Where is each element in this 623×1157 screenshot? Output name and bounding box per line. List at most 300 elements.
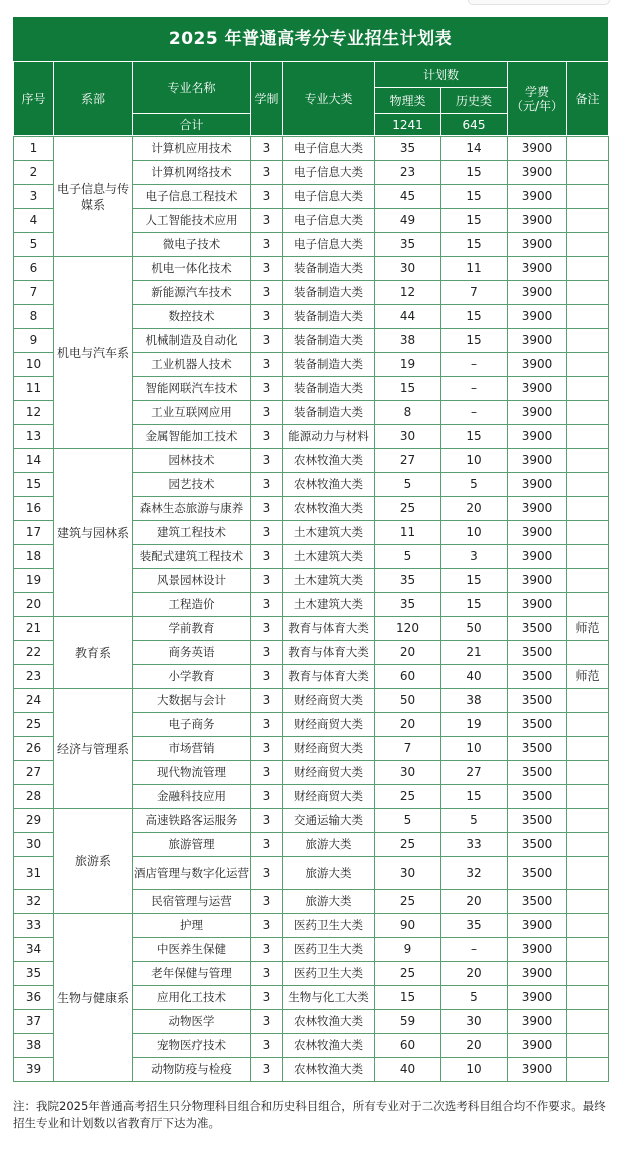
cell-history: 30 (441, 1010, 508, 1034)
cell-duration: 3 (251, 401, 283, 425)
cell-history: 5 (441, 473, 508, 497)
page-title: 2025 年普通高考分专业招生计划表 (13, 17, 608, 61)
cell-duration: 3 (251, 521, 283, 545)
cell-duration: 3 (251, 833, 283, 857)
cell-fee: 3900 (508, 521, 567, 545)
cell-major: 计算机应用技术 (133, 137, 251, 161)
cell-history: 15 (441, 569, 508, 593)
cell-major: 机械制造及自动化 (133, 329, 251, 353)
cell-remark (567, 1058, 609, 1082)
cell-remark (567, 137, 609, 161)
cell-remark (567, 209, 609, 233)
cell-seq: 8 (14, 305, 54, 329)
cell-remark (567, 761, 609, 785)
header-plan: 计划数 (375, 62, 508, 88)
cell-history: 27 (441, 761, 508, 785)
cell-physics: 35 (375, 137, 441, 161)
cell-remark (567, 689, 609, 713)
header-total-label: 合计 (133, 114, 251, 136)
cell-major: 小学教育 (133, 665, 251, 689)
cell-fee: 3900 (508, 986, 567, 1010)
cell-category: 教育与体育大类 (283, 665, 375, 689)
cell-remark (567, 938, 609, 962)
cell-fee: 3900 (508, 209, 567, 233)
cell-fee: 3500 (508, 689, 567, 713)
cell-remark (567, 713, 609, 737)
cell-category: 旅游大类 (283, 857, 375, 890)
cell-fee: 3500 (508, 665, 567, 689)
cell-duration: 3 (251, 914, 283, 938)
cell-seq: 9 (14, 329, 54, 353)
cell-remark (567, 1010, 609, 1034)
plan-table-container (13, 17, 608, 1082)
cell-remark (567, 449, 609, 473)
header-duration: 学制 (251, 62, 283, 136)
cell-fee: 3900 (508, 377, 567, 401)
cell-fee: 3900 (508, 569, 567, 593)
cell-fee: 3500 (508, 761, 567, 785)
cell-duration: 3 (251, 185, 283, 209)
header-seq: 序号 (14, 62, 54, 136)
cell-history: 20 (441, 962, 508, 986)
header-history-total: 645 (441, 114, 508, 136)
header-fee (508, 62, 567, 136)
cell-history: 3 (441, 545, 508, 569)
cell-duration: 3 (251, 1034, 283, 1058)
cell-seq: 12 (14, 401, 54, 425)
cell-fee: 3900 (508, 545, 567, 569)
cell-duration: 3 (251, 1058, 283, 1082)
cell-remark (567, 1034, 609, 1058)
cell-duration: 3 (251, 257, 283, 281)
cell-duration: 3 (251, 161, 283, 185)
cell-remark (567, 785, 609, 809)
cell-seq: 37 (14, 1010, 54, 1034)
cell-remark (567, 161, 609, 185)
cell-duration: 3 (251, 545, 283, 569)
cell-physics: 40 (375, 1058, 441, 1082)
cell-category: 装备制造大类 (283, 281, 375, 305)
cell-category: 农林牧渔大类 (283, 473, 375, 497)
cell-fee: 3900 (508, 185, 567, 209)
cell-remark (567, 233, 609, 257)
cell-category: 装备制造大类 (283, 401, 375, 425)
cell-category: 财经商贸大类 (283, 761, 375, 785)
cell-physics: 44 (375, 305, 441, 329)
cell-major: 民宿管理与运营 (133, 890, 251, 914)
cell-history: 15 (441, 425, 508, 449)
cell-history: 15 (441, 233, 508, 257)
cell-fee: 3500 (508, 737, 567, 761)
cell-history: 35 (441, 914, 508, 938)
cell-remark (567, 353, 609, 377)
cell-fee: 3500 (508, 890, 567, 914)
cell-duration: 3 (251, 785, 283, 809)
cell-history: – (441, 401, 508, 425)
cell-physics: 35 (375, 593, 441, 617)
cell-physics: 5 (375, 473, 441, 497)
cell-duration: 3 (251, 857, 283, 890)
cell-major: 动物防疫与检疫 (133, 1058, 251, 1082)
cell-major: 动物医学 (133, 1010, 251, 1034)
cell-fee: 3900 (508, 473, 567, 497)
header-history: 历史类 (441, 88, 508, 114)
cell-seq: 25 (14, 713, 54, 737)
cell-duration: 3 (251, 593, 283, 617)
cell-major: 商务英语 (133, 641, 251, 665)
cell-duration: 3 (251, 617, 283, 641)
cell-major: 工业机器人技术 (133, 353, 251, 377)
cell-physics: 9 (375, 938, 441, 962)
cell-fee: 3900 (508, 1010, 567, 1034)
cell-category: 电子信息大类 (283, 233, 375, 257)
cell-fee: 3900 (508, 914, 567, 938)
cell-remark (567, 737, 609, 761)
cell-physics: 30 (375, 257, 441, 281)
cell-category: 旅游大类 (283, 833, 375, 857)
cell-major: 中医养生保健 (133, 938, 251, 962)
cell-duration: 3 (251, 890, 283, 914)
cell-seq: 30 (14, 833, 54, 857)
cell-dept: 旅游系 (54, 809, 133, 914)
cell-remark (567, 497, 609, 521)
cell-duration: 3 (251, 737, 283, 761)
table-row (14, 689, 609, 713)
cell-history: 10 (441, 737, 508, 761)
cell-major: 金融科技应用 (133, 785, 251, 809)
cell-remark (567, 593, 609, 617)
cell-duration: 3 (251, 497, 283, 521)
cell-category: 财经商贸大类 (283, 713, 375, 737)
cell-physics: 20 (375, 713, 441, 737)
cell-duration: 3 (251, 137, 283, 161)
cell-category: 电子信息大类 (283, 209, 375, 233)
cell-physics: 19 (375, 353, 441, 377)
cell-remark (567, 185, 609, 209)
cell-history: 15 (441, 185, 508, 209)
cell-category: 装备制造大类 (283, 305, 375, 329)
cell-history: 15 (441, 161, 508, 185)
cell-seq: 17 (14, 521, 54, 545)
cell-fee: 3900 (508, 962, 567, 986)
cell-major: 园艺技术 (133, 473, 251, 497)
cell-physics: 8 (375, 401, 441, 425)
cell-category: 土木建筑大类 (283, 569, 375, 593)
cell-major: 旅游管理 (133, 833, 251, 857)
cell-fee: 3900 (508, 353, 567, 377)
cell-duration: 3 (251, 305, 283, 329)
cell-seq: 22 (14, 641, 54, 665)
cell-physics: 25 (375, 833, 441, 857)
cell-seq: 11 (14, 377, 54, 401)
cell-remark (567, 401, 609, 425)
cell-remark (567, 986, 609, 1010)
cell-physics: 60 (375, 665, 441, 689)
cell-physics: 35 (375, 233, 441, 257)
cell-major: 市场营销 (133, 737, 251, 761)
cell-fee: 3900 (508, 401, 567, 425)
cell-seq: 28 (14, 785, 54, 809)
cell-dept: 建筑与园林系 (54, 449, 133, 617)
cell-fee: 3500 (508, 833, 567, 857)
cell-category: 交通运输大类 (283, 809, 375, 833)
cell-history: 10 (441, 1058, 508, 1082)
cell-remark (567, 305, 609, 329)
cell-physics: 5 (375, 809, 441, 833)
cell-major: 风景园林设计 (133, 569, 251, 593)
cell-seq: 7 (14, 281, 54, 305)
cell-seq: 33 (14, 914, 54, 938)
cell-category: 电子信息大类 (283, 137, 375, 161)
cell-major: 人工智能技术应用 (133, 209, 251, 233)
cell-physics: 38 (375, 329, 441, 353)
cell-fee: 3900 (508, 425, 567, 449)
cell-major: 老年保健与管理 (133, 962, 251, 986)
cell-fee: 3900 (508, 233, 567, 257)
cell-remark (567, 257, 609, 281)
cell-seq: 1 (14, 137, 54, 161)
cell-major: 酒店管理与数字化运营 (133, 857, 251, 890)
cell-history: 40 (441, 665, 508, 689)
cell-history: 32 (441, 857, 508, 890)
cell-major: 工业互联网应用 (133, 401, 251, 425)
cell-physics: 15 (375, 377, 441, 401)
cell-history: 19 (441, 713, 508, 737)
cell-major: 应用化工技术 (133, 986, 251, 1010)
cell-duration: 3 (251, 1010, 283, 1034)
cell-history: 5 (441, 809, 508, 833)
cell-history: 38 (441, 689, 508, 713)
cell-duration: 3 (251, 986, 283, 1010)
cell-physics: 35 (375, 569, 441, 593)
cell-major: 森林生态旅游与康养 (133, 497, 251, 521)
cell-history: 15 (441, 593, 508, 617)
cell-history: 20 (441, 890, 508, 914)
cell-category: 农林牧渔大类 (283, 449, 375, 473)
cell-fee: 3900 (508, 1034, 567, 1058)
cell-major: 计算机网络技术 (133, 161, 251, 185)
cell-physics: 49 (375, 209, 441, 233)
table-header (13, 61, 609, 136)
cell-remark (567, 809, 609, 833)
cell-remark (567, 521, 609, 545)
cell-history: 10 (441, 521, 508, 545)
cell-category: 装备制造大类 (283, 329, 375, 353)
cell-history: – (441, 938, 508, 962)
cell-history: – (441, 353, 508, 377)
cell-physics: 25 (375, 962, 441, 986)
cell-physics: 25 (375, 890, 441, 914)
cell-duration: 3 (251, 962, 283, 986)
cell-major: 大数据与会计 (133, 689, 251, 713)
cell-fee: 3900 (508, 497, 567, 521)
cell-seq: 36 (14, 986, 54, 1010)
cell-major: 护理 (133, 914, 251, 938)
cell-fee: 3900 (508, 161, 567, 185)
cell-category: 农林牧渔大类 (283, 1034, 375, 1058)
cell-fee: 3500 (508, 785, 567, 809)
cell-remark (567, 641, 609, 665)
cell-duration: 3 (251, 761, 283, 785)
cell-major: 机电一体化技术 (133, 257, 251, 281)
cell-duration: 3 (251, 425, 283, 449)
cell-seq: 32 (14, 890, 54, 914)
footnote: 注：我院2025年普通高考招生只分物理科目组合和历史科目组合，所有专业对于二次选考科目组合均不作要求。最终招生专业和计划数以省教育厅下达为准。 (13, 1099, 606, 1130)
cell-seq: 18 (14, 545, 54, 569)
cell-duration: 3 (251, 665, 283, 689)
cell-major: 工程造价 (133, 593, 251, 617)
cell-physics: 27 (375, 449, 441, 473)
cell-category: 医药卫生大类 (283, 962, 375, 986)
cell-category: 农林牧渔大类 (283, 497, 375, 521)
cell-duration: 3 (251, 809, 283, 833)
cell-category: 生物与化工大类 (283, 986, 375, 1010)
cell-remark (567, 281, 609, 305)
cell-duration: 3 (251, 689, 283, 713)
cell-duration: 3 (251, 233, 283, 257)
cell-physics: 12 (375, 281, 441, 305)
cell-category: 土木建筑大类 (283, 545, 375, 569)
cell-seq: 38 (14, 1034, 54, 1058)
cell-physics: 25 (375, 785, 441, 809)
cell-category: 农林牧渔大类 (283, 1010, 375, 1034)
cell-dept: 教育系 (54, 617, 133, 689)
header-fee-label: 学费 (525, 84, 550, 99)
cell-duration: 3 (251, 353, 283, 377)
cell-physics: 50 (375, 689, 441, 713)
cell-category: 医药卫生大类 (283, 914, 375, 938)
cell-duration: 3 (251, 938, 283, 962)
cell-category: 土木建筑大类 (283, 593, 375, 617)
header-physics-total: 1241 (375, 114, 441, 136)
cell-history: 5 (441, 986, 508, 1010)
cell-seq: 35 (14, 962, 54, 986)
cell-category: 医药卫生大类 (283, 938, 375, 962)
cell-remark (567, 329, 609, 353)
cell-history: 20 (441, 497, 508, 521)
cell-duration: 3 (251, 641, 283, 665)
cell-major: 智能网联汽车技术 (133, 377, 251, 401)
cell-category: 装备制造大类 (283, 377, 375, 401)
cell-seq: 23 (14, 665, 54, 689)
cell-remark (567, 545, 609, 569)
cell-history: 7 (441, 281, 508, 305)
cell-remark (567, 569, 609, 593)
cell-major: 数控技术 (133, 305, 251, 329)
cell-seq: 14 (14, 449, 54, 473)
cell-fee: 3900 (508, 938, 567, 962)
cell-major: 金属智能加工技术 (133, 425, 251, 449)
header-physics: 物理类 (375, 88, 441, 114)
cell-fee: 3500 (508, 641, 567, 665)
cell-physics: 59 (375, 1010, 441, 1034)
cell-seq: 13 (14, 425, 54, 449)
cell-remark: 师范 (567, 617, 609, 641)
cell-category: 电子信息大类 (283, 161, 375, 185)
cell-physics: 25 (375, 497, 441, 521)
cell-history: 20 (441, 1034, 508, 1058)
table-body (13, 136, 609, 1082)
cell-major: 微电子技术 (133, 233, 251, 257)
cell-duration: 3 (251, 281, 283, 305)
cell-major: 装配式建筑工程技术 (133, 545, 251, 569)
cell-dept: 电子信息与传媒系 (54, 137, 133, 257)
cell-seq: 21 (14, 617, 54, 641)
cell-history: 50 (441, 617, 508, 641)
table-row (14, 809, 609, 833)
table-row (14, 257, 609, 281)
table-row (14, 914, 609, 938)
cell-history: 15 (441, 305, 508, 329)
cell-physics: 120 (375, 617, 441, 641)
cell-fee: 3900 (508, 257, 567, 281)
cell-seq: 15 (14, 473, 54, 497)
cell-category: 旅游大类 (283, 890, 375, 914)
cell-seq: 39 (14, 1058, 54, 1082)
cell-seq: 34 (14, 938, 54, 962)
cell-seq: 3 (14, 185, 54, 209)
cell-remark (567, 377, 609, 401)
cell-seq: 2 (14, 161, 54, 185)
cell-history: 10 (441, 449, 508, 473)
cell-duration: 3 (251, 449, 283, 473)
table-row (14, 449, 609, 473)
header-fee-unit: （元/年） (510, 98, 564, 113)
cell-category: 土木建筑大类 (283, 521, 375, 545)
cell-duration: 3 (251, 713, 283, 737)
cell-physics: 23 (375, 161, 441, 185)
cell-history: – (441, 377, 508, 401)
cell-seq: 6 (14, 257, 54, 281)
cell-dept: 经济与管理系 (54, 689, 133, 809)
cell-seq: 27 (14, 761, 54, 785)
cell-physics: 30 (375, 761, 441, 785)
cell-major: 电子商务 (133, 713, 251, 737)
cell-category: 装备制造大类 (283, 353, 375, 377)
cell-fee: 3500 (508, 617, 567, 641)
cell-major: 学前教育 (133, 617, 251, 641)
cell-duration: 3 (251, 329, 283, 353)
cell-category: 教育与体育大类 (283, 641, 375, 665)
cell-physics: 7 (375, 737, 441, 761)
cell-duration: 3 (251, 377, 283, 401)
cell-fee: 3900 (508, 449, 567, 473)
cell-seq: 20 (14, 593, 54, 617)
cell-physics: 11 (375, 521, 441, 545)
cell-fee: 3900 (508, 329, 567, 353)
cell-major: 电子信息工程技术 (133, 185, 251, 209)
cell-remark (567, 473, 609, 497)
cell-fee: 3500 (508, 713, 567, 737)
cell-category: 能源动力与材料 (283, 425, 375, 449)
cell-fee: 3900 (508, 1058, 567, 1082)
cell-remark (567, 962, 609, 986)
cell-history: 15 (441, 209, 508, 233)
cell-seq: 26 (14, 737, 54, 761)
cell-duration: 3 (251, 209, 283, 233)
cell-duration: 3 (251, 569, 283, 593)
cell-category: 财经商贸大类 (283, 689, 375, 713)
top-tab-decoration (468, 0, 610, 5)
cell-dept: 生物与健康系 (54, 914, 133, 1082)
cell-major: 建筑工程技术 (133, 521, 251, 545)
cell-seq: 10 (14, 353, 54, 377)
cell-category: 财经商贸大类 (283, 737, 375, 761)
cell-physics: 60 (375, 1034, 441, 1058)
cell-major: 宠物医疗技术 (133, 1034, 251, 1058)
cell-fee: 3900 (508, 281, 567, 305)
cell-fee: 3500 (508, 857, 567, 890)
